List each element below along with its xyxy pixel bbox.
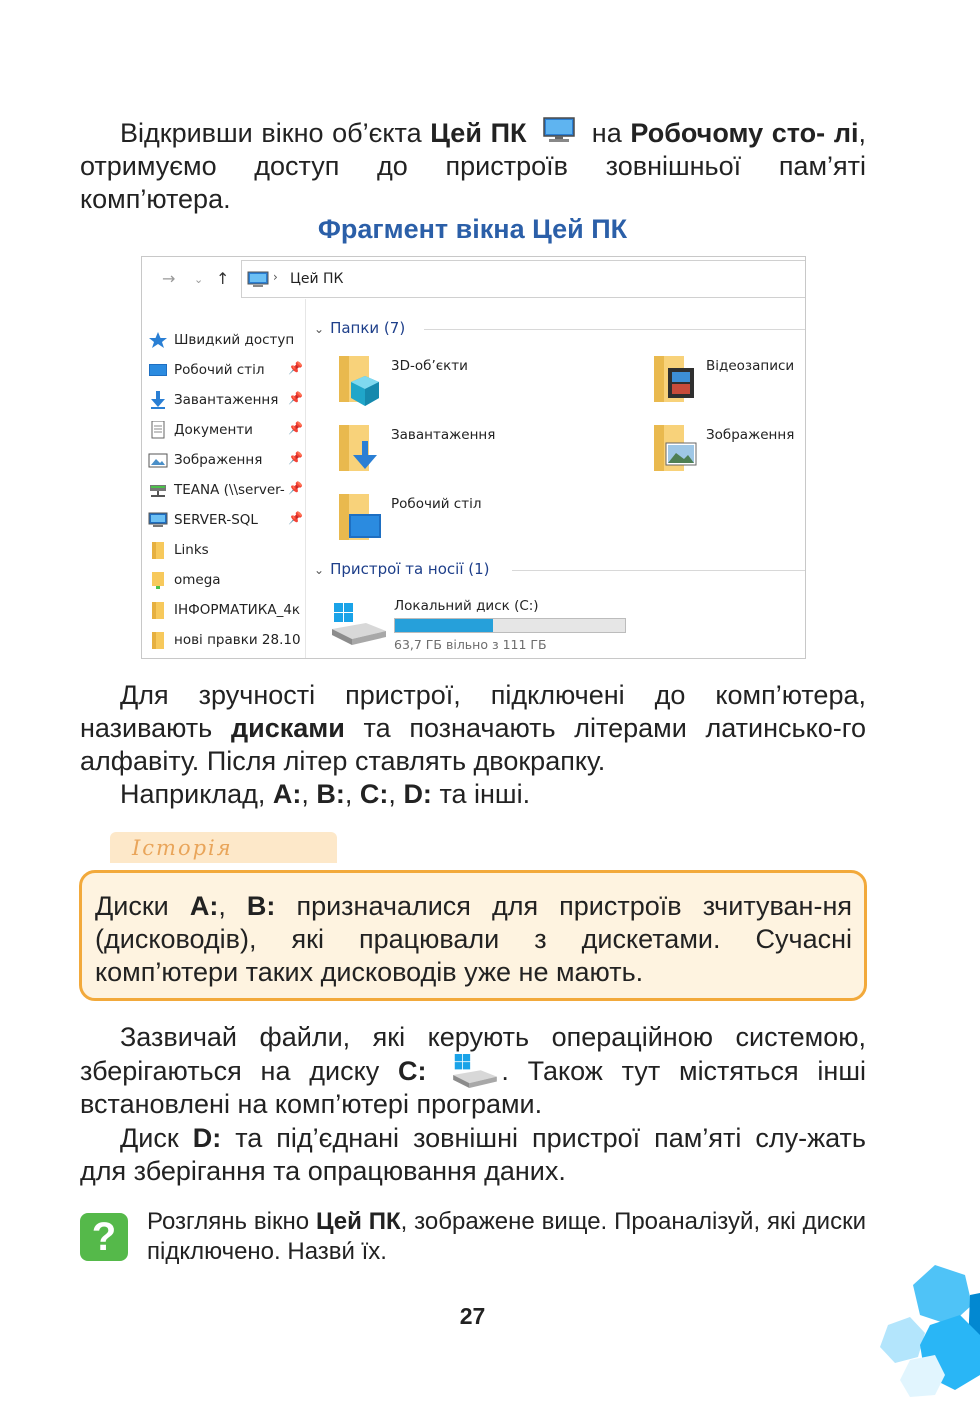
pin-icon[interactable]: 📌 [288,361,303,375]
paragraph-drive-c [80,1021,866,1121]
text: Зазвичай файли, які керують операційною системою, зберігаються на диску [80,1022,866,1086]
nav-item-label: Links [174,542,209,558]
nav-item-label: нові правки 28.10 [174,632,301,648]
folder-icon [148,571,168,589]
history-tab [110,832,337,863]
nav-item-desktop[interactable] [148,359,308,383]
nav-item-quick-access[interactable] [148,329,308,353]
nav-item-label: ІНФОРМАТИКА_4к [174,602,301,618]
paragraph-disks [80,679,866,778]
pictures-folder-icon [650,423,698,477]
nav-item-teana[interactable] [148,479,308,503]
text: , [218,891,247,921]
nav-item-omega[interactable] [148,569,308,593]
desktop-icon [148,361,168,379]
videos-folder-icon [650,354,698,408]
bold-term: C: [398,1056,427,1086]
devices-group-header[interactable] [314,560,490,578]
folder-desktop[interactable] [335,492,635,554]
folder-3d-objects[interactable] [335,354,635,416]
text: Диски [95,891,190,921]
text: Розглянь вікно [147,1208,316,1235]
bold-term: лі [833,118,859,148]
star-icon [148,331,168,349]
group-title: Папки (7) [330,319,406,337]
pictures-icon [148,451,168,469]
text: Для зручності пристрої, підключені до комп’ютера, називають [80,680,866,743]
pin-icon[interactable]: 📌 [288,511,303,525]
nav-item-label: Швидкий доступ [174,332,295,348]
nav-item-novi-pravky[interactable] [148,629,308,653]
bold-term: A: [272,779,302,809]
hexagon-decoration [880,1265,980,1405]
folder-videos[interactable] [650,354,806,416]
bold-term: B: [316,779,345,809]
folder-icon [148,541,168,559]
windows-drive-icon [449,1054,501,1088]
pin-icon[interactable]: 📌 [288,481,303,495]
download-icon [148,391,168,409]
windows-drive-icon [332,603,386,645]
caption-text: Фрагмент вікна [317,214,533,244]
explorer-window [141,256,806,659]
up-arrow-icon[interactable]: ↑ [216,269,230,288]
downloads-folder-icon [335,423,383,477]
bold-term: D: [192,1123,222,1153]
nav-item-label: Завантаження [174,392,279,408]
address-text: Цей ПК [290,271,344,287]
nav-item-label: Документи [174,422,253,438]
folders-group-header[interactable] [314,319,405,337]
breadcrumb-chevron-icon: › [273,270,278,284]
nav-item-label: Зображення [174,452,263,468]
chevron-down-icon: ⌄ [314,322,325,336]
nav-item-informatyka[interactable] [148,599,308,623]
chevron-down-icon: ⌄ [314,563,325,577]
caption-term: Цей ПК [532,214,628,244]
figure-caption [0,214,945,245]
folder-label: Зображення [706,427,795,443]
text: та інші. [431,779,531,809]
nav-item-label: omega [174,572,221,588]
nav-item-documents[interactable] [148,419,308,443]
desktop-folder-icon [335,492,383,546]
paragraph-drive-d [80,1122,866,1188]
history-box [79,870,867,1001]
history-tab-label: Історія [132,836,233,860]
nav-item-server-sql[interactable] [148,509,308,533]
forward-arrow-icon[interactable]: → [162,269,176,288]
bold-term: Цей ПК [315,1208,401,1235]
text: Диск [120,1123,193,1153]
text: , зображене вище. Проаналізуй, які диски підключено. Назви́ їх. [147,1208,866,1265]
text: Відкривши вікно об’єкта [120,118,431,148]
history-text [95,890,852,989]
navigation-pane [142,327,307,657]
bold-term: Цей ПК [430,118,527,148]
text: , [388,779,404,809]
folder-icon [148,601,168,619]
text: та позначають літерами латинсько-го алфавіту. Після літер ставлять двокрапку. [80,713,866,776]
explorer-toolbar [142,257,806,299]
3d-objects-folder-icon [335,354,383,408]
nav-item-label: SERVER-SQL [174,512,258,528]
chevron-down-icon[interactable]: ⌄ [194,273,204,286]
question-icon: ? [80,1213,128,1261]
computer-icon [247,271,269,289]
text: на [583,118,631,148]
question-text [147,1207,866,1267]
nav-item-links[interactable] [148,539,308,563]
bold-term: дисками [230,713,345,743]
text: , отримуємо доступ до пристроїв зовнішньої пам’яті комп’ютера. [80,118,866,214]
drive-c[interactable] [332,597,632,657]
bold-term: Робочому сто- [630,118,826,148]
paragraph-intro [80,116,866,216]
drive-usage-fill [395,619,493,632]
page-number: 27 [459,1303,486,1329]
folder-label: Робочий стіл [391,496,482,512]
address-bar[interactable] [241,260,806,298]
document-icon [148,421,168,439]
nav-item-downloads[interactable] [148,389,308,413]
text: Наприклад, [120,779,273,809]
bold-term: D: [403,779,432,809]
drive-usage-bar [394,618,626,633]
computer-icon [148,511,168,529]
network-drive-icon [148,481,168,499]
nav-item-label: Робочий стіл [174,362,265,378]
group-divider [512,570,806,571]
pin-icon[interactable]: 📌 [288,391,303,405]
bold-term: A: [189,891,219,921]
folder-label: Завантаження [391,427,496,443]
folder-pictures[interactable] [650,423,806,485]
folder-downloads[interactable] [335,423,635,485]
bold-term: C: [359,779,389,809]
text: призначалися для пристроїв зчитуван-ня (дисководів), які працювали з дискетами. Сучасні комп’ютери таких дисководів уже не мають. [95,891,852,987]
drive-label: Локальний диск (C:) [394,598,539,614]
text: , [344,779,360,809]
group-title: Пристрої та носії (1) [330,560,490,578]
pin-icon[interactable]: 📌 [288,451,303,465]
computer-icon [541,116,577,144]
bold-term: B: [246,891,276,921]
pin-icon[interactable]: 📌 [288,421,303,435]
drive-free-space: 63,7 ГБ вільно з 111 ГБ [394,637,547,652]
paragraph-example [80,778,866,811]
folder-icon [148,631,168,649]
text: . Також тут містяться інші встановлені на комп’ютері програми. [80,1056,866,1119]
nav-item-pictures[interactable] [148,449,308,473]
text: та під’єднані зовнішні пристрої пам’яті слу-жать для зберігання та опрацювання даних. [80,1123,866,1186]
nav-item-label: TEANA (\\server- [174,482,285,498]
folder-label: Відеозаписи [706,358,795,374]
folder-label: 3D-об’єкти [391,358,468,374]
group-divider [424,329,806,330]
text: , [301,779,317,809]
